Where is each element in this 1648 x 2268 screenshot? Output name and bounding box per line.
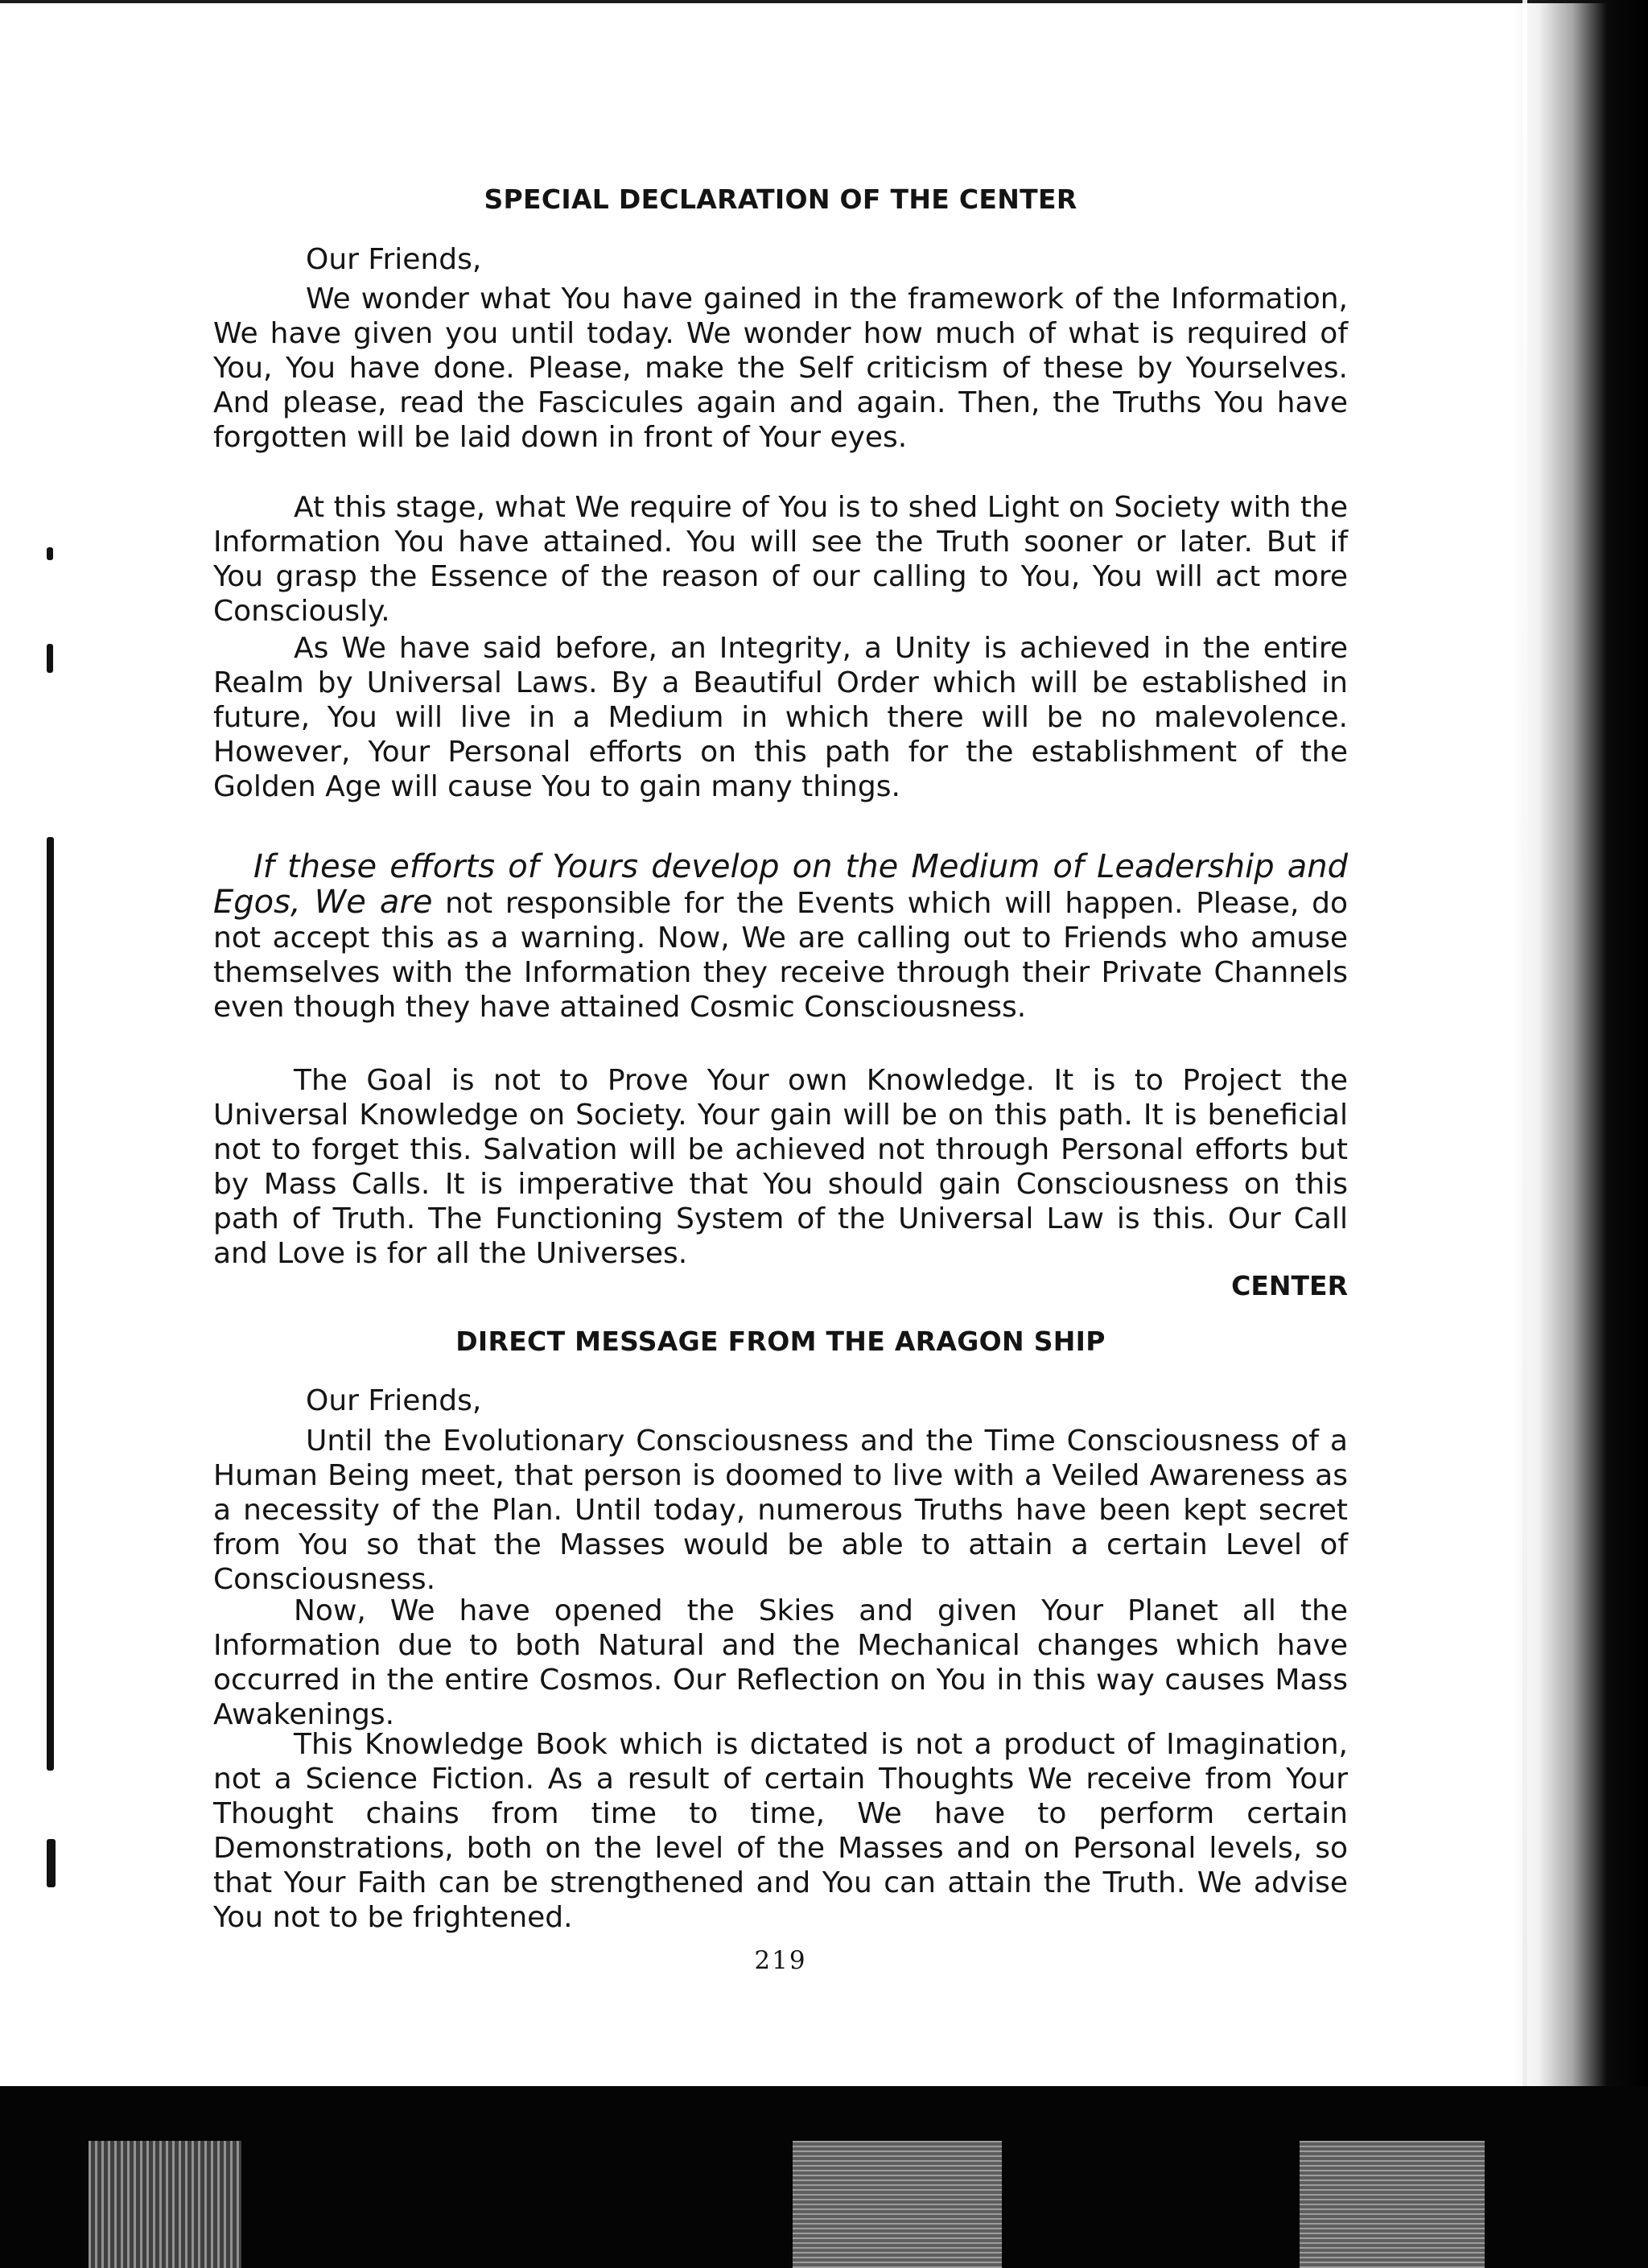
salutation: Our Friends, — [306, 1384, 482, 1417]
paragraph: As We have said before, an Integrity, a Unity is achieved in the entire Realm by Universal Laws. By a Beautiful Order which will be established in future, You will live in a Medium in which there will be no malevolence. However, Your Personal efforts on this path for the establishment of the Golden Age will cause You to gain many things. — [213, 632, 1348, 803]
section-title-special-declaration: SPECIAL DECLARATION OF THE CENTER — [484, 184, 1077, 215]
paragraph: Now, We have opened the Skies and given Your Planet all the Information due to both Natural and the Mechanical changes which have occurred in the entire Cosmos. Our Reflection on You in this way causes Mass Awakenings. — [213, 1594, 1348, 1731]
paragraph: The Goal is not to Prove Your own Knowledge. It is to Project the Universal Knowledge on Society. Your gain will be on this path. It is beneficial not to forget this. Salvation will be achieved not through Personal efforts but by Mass Calls. It is imperative that You should gain Consciousness on this path of Truth. The Functioning System of the Universal Law is this. Our Call and Love is for all the Universes. — [213, 1064, 1348, 1270]
paragraph: This Knowledge Book which is dictated is not a product of Imagination, not a Science Fiction. As a result of certain Thoughts We receive from Your Thought chains from time to time, We have to perform certain Demonstrations, both on the level of the Masses and on Personal levels, so that Your Faith can be strengthened and You can attain the Truth. We advise You not to be frightened. — [213, 1728, 1348, 1934]
binding-mark — [47, 644, 53, 673]
paragraph: At this stage, what We require of You is to shed Light on Society with the Information You have attained. You will see the Truth sooner or later. But if You grasp the Essence of the reason of our calling to You, You will act more Consciously. — [213, 491, 1348, 628]
section-title-aragon-ship: DIRECT MESSAGE FROM THE ARAGON SHIP — [455, 1326, 1106, 1357]
paragraph-text: not responsible for the Events which will happen. Please, do not accept this as a warning. Now, We are calling out to Friends who amuse themselves with the Information they receive through their Private Channels even though they have attained Cosmic Consciousness. — [213, 887, 1348, 1024]
paragraph-warning — [213, 850, 1348, 1025]
book-gutter-shadow — [1511, 0, 1648, 2268]
paragraph: Until the Evolutionary Consciousness and the Time Consciousness of a Human Being meet, that person is doomed to live with a Veiled Awareness as a necessity of the Plan. Until today, numerous Truths have been kept secret from You so that the Masses would be able to attain a certain Level of Consciousness. — [213, 1425, 1348, 1596]
scan-artifact — [793, 2141, 1002, 2268]
scan-top-edge — [0, 0, 1648, 3]
italic-lead-text: If these efforts of Yours develop on the Medium of Leadership and Egos, We are — [213, 848, 1348, 921]
scan-artifact — [89, 2141, 241, 2268]
page-number: 219 — [754, 1946, 807, 1975]
binding-mark — [47, 1839, 56, 1887]
binding-mark — [47, 547, 53, 560]
salutation: Our Friends, — [306, 243, 482, 276]
signature-center: CENTER — [1231, 1270, 1348, 1301]
paragraph: We wonder what You have gained in the framework of the Information, We have given you until today. We wonder how much of what is required of You, You have done. Please, make the Self criticism of these by Yourselves. And please, read the Fascicules again and again. Then, the Truths You have forgotten will be laid down in front of Your eyes. — [213, 282, 1348, 454]
binding-mark — [47, 837, 54, 1771]
page-edge-highlight — [1522, 0, 1527, 2093]
scan-artifact — [1300, 2141, 1485, 2268]
